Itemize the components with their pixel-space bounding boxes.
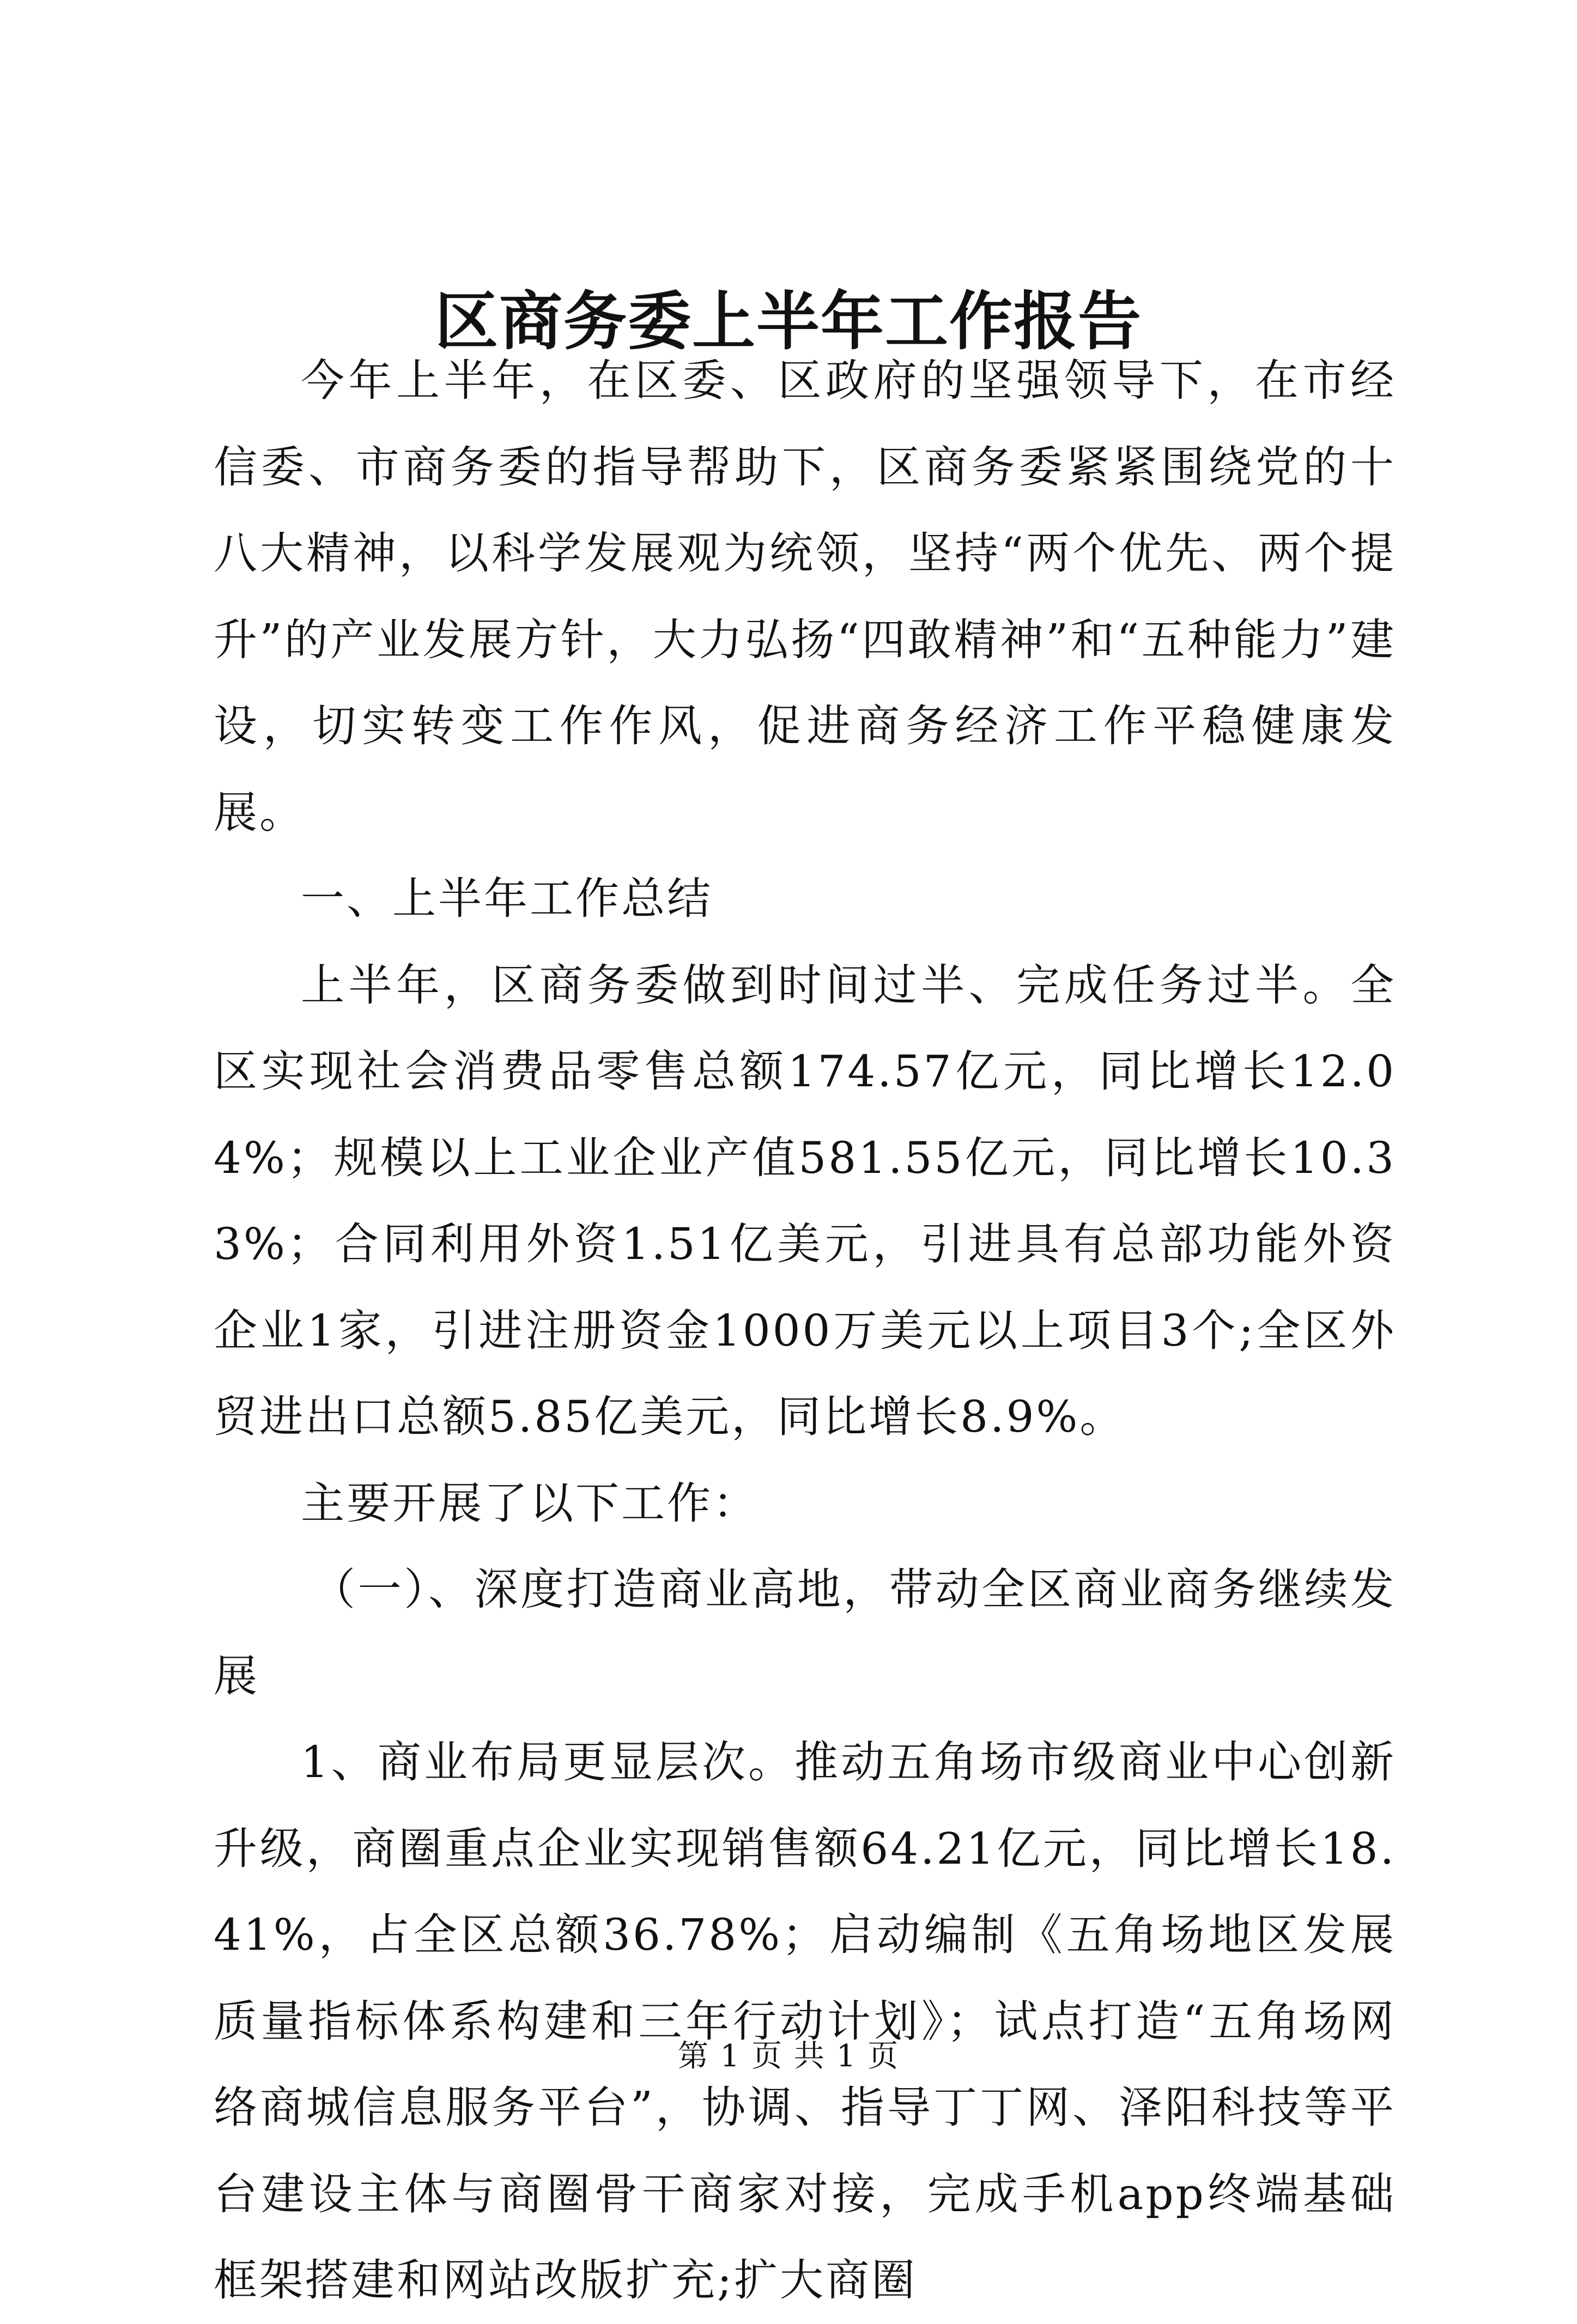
subsection-heading: （一）、深度打造商业高地，带动全区商业商务继续发展 [214,1564,1396,1701]
document-body [214,338,1396,2324]
page-footer: 第 1 页 共 1 页 [677,2039,900,2074]
document-title: 区商务委上半年工作报告 [435,284,1142,358]
commerce-layout-paragraph: 1、商业布局更显层次。推动五角场市级商业中心创新升级，商圈重点企业实现销售额64.21亿元，同比增长18.41%，占全区总额36.78%；启动编制《五角场地区发展质量指标体系构建和三年行动计划》；试点打造“五角场网络商城信息服务平台”，协调、指导丁丁网、泽阳科技等平台建设主体与商圈骨干商家对接，完成手机app终端基础框架搭建和网站改版扩充;扩大商圈 [214,1737,1396,2305]
section-heading: 一、上半年工作总结 [301,873,713,924]
summary-paragraph: 上半年，区商务委做到时间过半、完成任务过半。全区实现社会消费品零售总额174.57亿元，同比增长12.04%；规模以上工业企业产值581.55亿元，同比增长10.33%；合同利用外资1.51亿美元，引进具有总部功能外资企业1家，引进注册资金1000万美元以上项目3个;全区外贸进出口总额5.85亿美元，同比增长8.9%。 [214,959,1396,1442]
work-intro-paragraph: 主要开展了以下工作： [301,1477,759,1529]
intro-paragraph: 今年上半年，在区委、区政府的坚强领导下，在市经信委、市商务委的指导帮助下，区商务委紧紧围绕党的十八大精神，以科学发展观为统领，坚持“两个优先、两个提升”的产业发展方针，大力弘扬“四敢精神”和“五种能力”建设，切实转变工作作风，促进商务经济工作平稳健康发展。 [214,355,1396,838]
